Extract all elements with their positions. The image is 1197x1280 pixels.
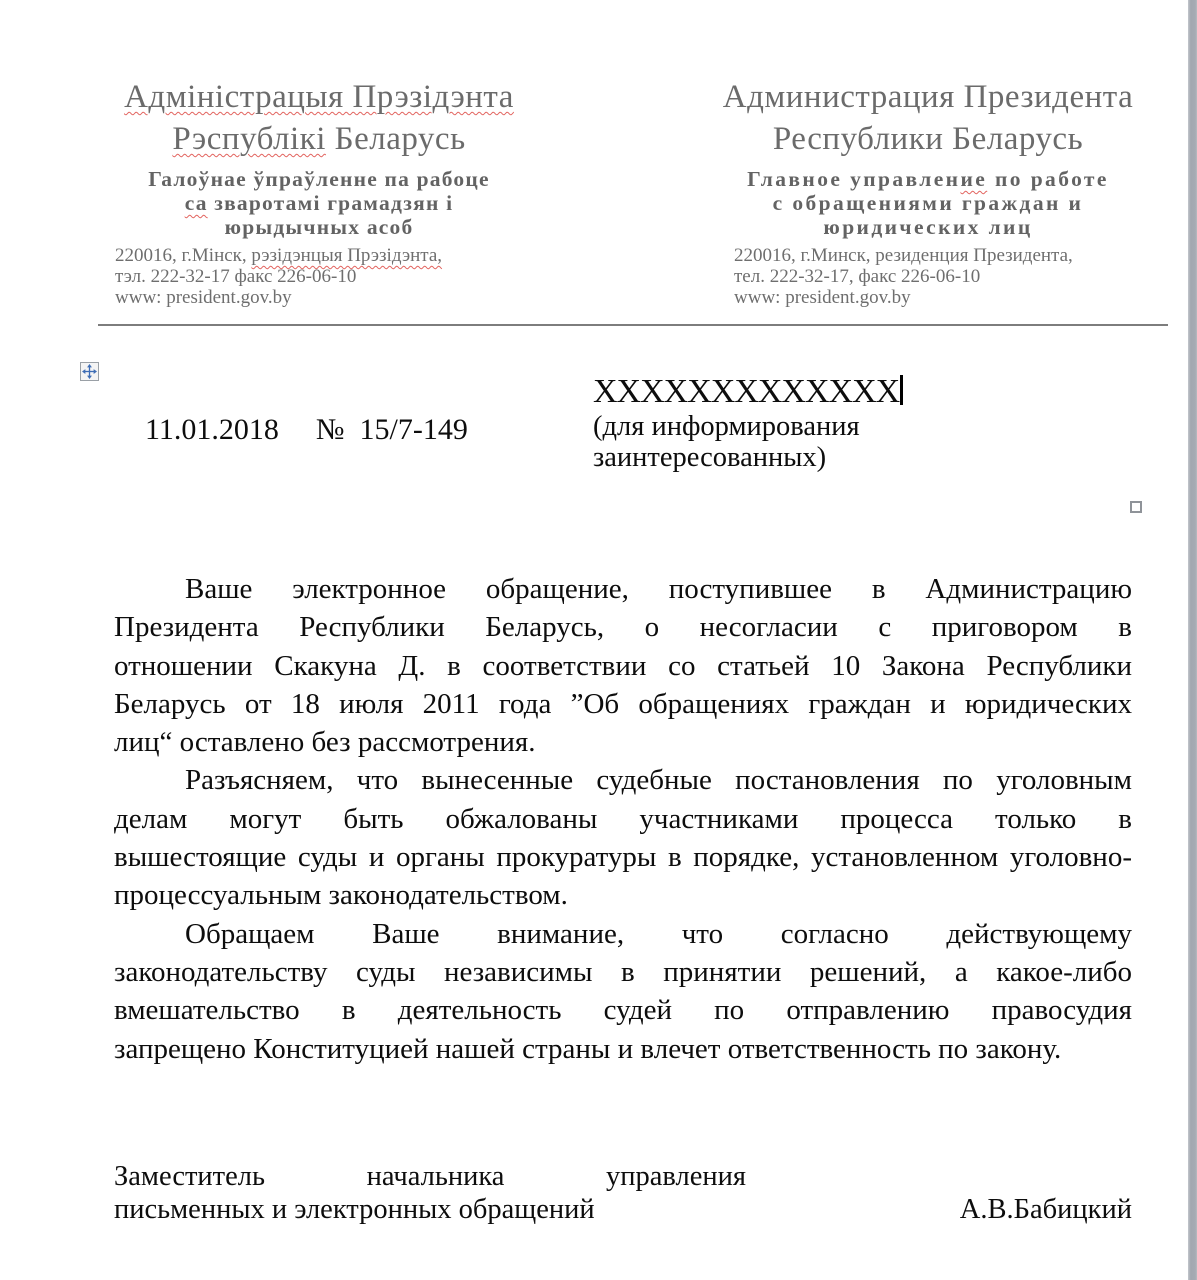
letterhead-left-address-line2: тэл. 222-32-17 факс 226-06-10 [115, 266, 357, 287]
letterhead-right-address-line1: 220016, г.Минск, резиденция Президента, [734, 245, 1073, 266]
addressee-note-line2: заинтересованных) [593, 442, 827, 473]
letterhead-right-subtitle-line1-prefix: Главное управлен [747, 167, 961, 191]
body-text-line: вышестоящие суды и органы прокуратуры в порядке, установленном уголовно- [114, 841, 1132, 874]
table-resize-handle[interactable] [1130, 501, 1142, 513]
letterhead-separator-line [98, 324, 1168, 326]
letterhead-left-subtitle-line2-rest: зваротамі грамадзян і [207, 191, 454, 215]
letterhead-right-title [712, 76, 1144, 160]
document-date: 11.01.2018 [145, 413, 279, 446]
body-text-line: Обращаем Ваше внимание, что согласно действующему [185, 917, 1132, 950]
signature-name: А.В.Бабицкий [959, 1194, 1132, 1225]
letterhead-left-title-line2-word2: Беларусь [325, 121, 466, 157]
letterhead-right-subtitle [712, 167, 1144, 239]
letterhead-right-subtitle-line2: с обращениями граждан и [772, 191, 1084, 215]
table-move-handle[interactable] [80, 362, 99, 381]
page-edge-strip[interactable] [1188, 0, 1197, 1280]
letterhead-left-title-line2-word1: Рэспублікі [172, 121, 326, 157]
letterhead-right-subtitle-line1-flagged: ие [960, 167, 988, 191]
letterhead-left-title [103, 76, 535, 160]
letterhead-right-address-line3: www: president.gov.by [734, 287, 911, 308]
addressee-note-line1: (для информирования [593, 411, 860, 442]
letterhead-left-address-line1-flagged: рэзідэнцыя Прэзідэнта, [251, 245, 443, 266]
move-arrows-icon [82, 364, 97, 379]
letterhead-left-address-line3: www: president.gov.by [115, 287, 292, 308]
letterhead-left-subtitle-line2-word1: са [184, 191, 208, 215]
letterhead-right-address [712, 245, 1144, 308]
addressee-masked-name: XXXXXXXXXXXXX [593, 373, 900, 410]
letterhead-left-address-line1-prefix: 220016, г.Мінск, [115, 245, 252, 266]
body-text-line: лиц“ оставлено без рассмотрения. [114, 726, 536, 759]
letterhead-right-title-line1: Администрация Президента [722, 79, 1134, 115]
letterhead-right-address-line2: тел. 222-32-17, факс 226-06-10 [734, 266, 981, 287]
body-text-line: законодательству суды независимы в принятии решений, а какое-либо [114, 955, 1132, 988]
signature-block [114, 1160, 1132, 1226]
letterhead-left-title-line1: Адміністрацыя Прэзідэнта [124, 79, 514, 115]
body-text-line: вмешательство в деятельность судей по отправлению правосудия [114, 994, 1132, 1027]
signature-title-line2: письменных и электронных обращений [114, 1194, 595, 1225]
letterhead-left-address [103, 245, 535, 308]
body-text-line: процессуальным законодательством. [114, 879, 568, 912]
body-text-line: Беларусь от 18 июля 2011 года ”Об обращениях граждан и юридических [114, 687, 1132, 720]
body-text-line: Президента Республики Беларусь, о несогласии с приговором в [114, 611, 1132, 644]
letterhead-left [103, 76, 535, 308]
signature-title-line1: Заместитель начальника управления [114, 1161, 746, 1192]
body-paragraphs [114, 570, 1132, 1068]
addressee-block [593, 373, 1013, 473]
document-number: № 15/7-149 [315, 413, 468, 446]
text-cursor [900, 375, 903, 405]
letterhead-right-subtitle-line1-suffix: по работе [987, 167, 1109, 191]
letterhead-left-subtitle-line3: юрыдычных асоб [224, 215, 414, 239]
letterhead-right-title-line2: Республики Беларусь [772, 121, 1084, 157]
body-text-line: Разъясняем, что вынесенные судебные постановления по уголовным [185, 764, 1132, 797]
reference-line [115, 379, 468, 481]
letterhead-left-subtitle [103, 167, 535, 239]
letterhead-right-subtitle-line3: юридических лиц [823, 215, 1033, 239]
letterhead-right [712, 76, 1144, 308]
body-text-line: Ваше электронное обращение, поступившее в Администрацию [185, 573, 1132, 605]
body-text-line: запрещено Конституцией нашей страны и влечет ответственность по закону. [114, 1032, 1062, 1065]
body-text-line: отношении Скакуна Д. в соответствии со статьей 10 Закона Республики [114, 649, 1132, 682]
letterhead-left-subtitle-line1: Галоўнае ўпраўленне па рабоце [148, 167, 490, 191]
body-text-line: делам могут быть обжалованы участниками процесса только в [114, 802, 1132, 835]
